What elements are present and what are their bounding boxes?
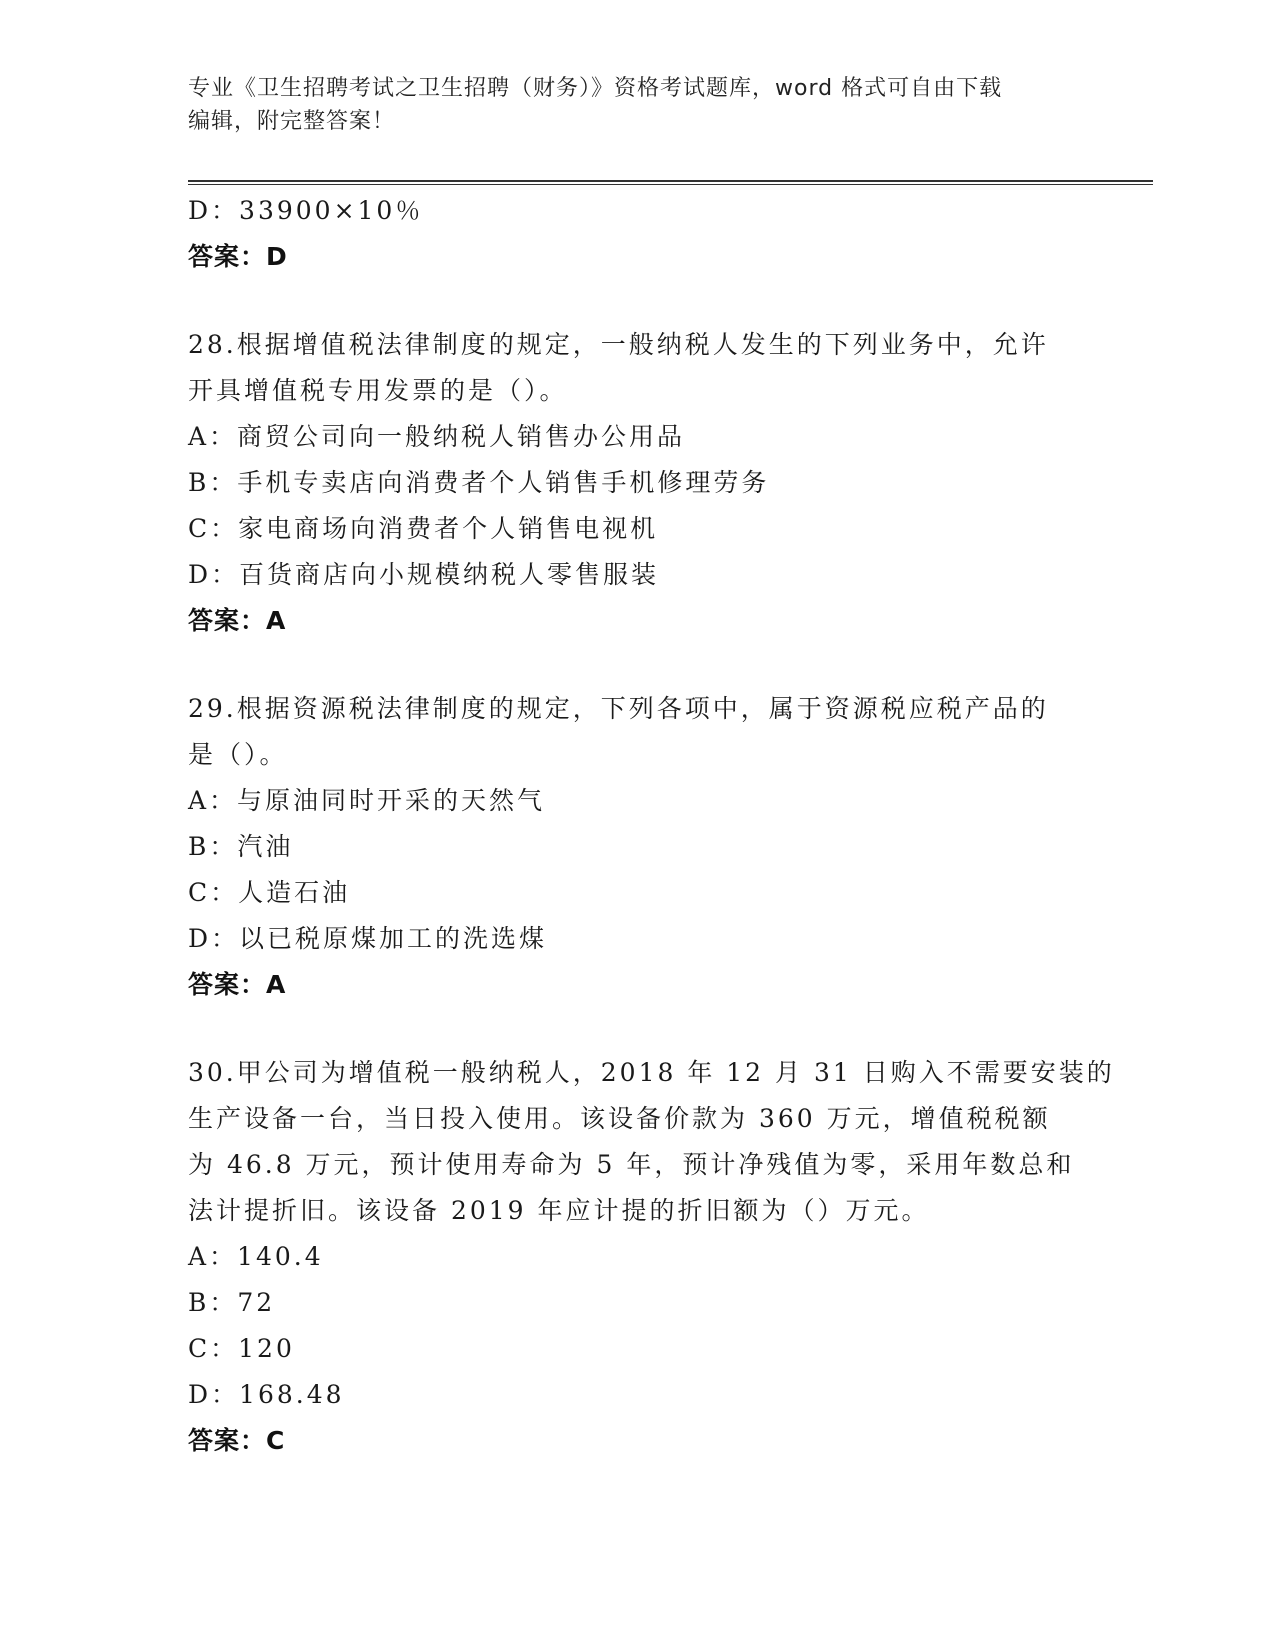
document-header (188, 72, 1068, 138)
question-stem: 开具增值税专用发票的是（）。 (188, 376, 568, 405)
question-stem: 生产设备一台，当日投入使用。该设备价款为 360 万元，增值税税额 (188, 1104, 1051, 1133)
question-stem: 是（）。 (188, 740, 288, 769)
question-stem: 28.根据增值税法律制度的规定，一般纳税人发生的下列业务中，允许 (188, 330, 1049, 359)
option-b: B：手机专卖店向消费者个人销售手机修理劳务 (188, 468, 770, 497)
option-c: C：人造石油 (188, 878, 351, 907)
spacer (188, 1008, 1088, 1050)
answer-line: 答案：D (188, 242, 288, 271)
question-30 (188, 1050, 1115, 1464)
question-stem: 为 46.8 万元，预计使用寿命为 5 年，预计净残值为零，采用年数总和 (188, 1150, 1075, 1179)
option-a: A：商贸公司向一般纳税人销售办公用品 (188, 422, 686, 451)
option-c: C：家电商场向消费者个人销售电视机 (188, 514, 659, 543)
answer-line: 答案：A (188, 606, 287, 635)
question-stem: 30.甲公司为增值税一般纳税人，2018 年 12 月 31 日购入不需要安装的 (188, 1058, 1115, 1087)
option-a: A：与原油同时开采的天然气 (188, 786, 546, 815)
option-c: C：120 (188, 1334, 295, 1363)
option-d: D：33900×10％ (188, 196, 424, 225)
header-line-1: 专业《卫生招聘考试之卫生招聘（财务）》资格考试题库，word 格式可自由下载 (188, 76, 1003, 101)
previous-question-tail (188, 188, 1088, 280)
option-b: B：72 (188, 1288, 276, 1317)
question-content (188, 188, 1115, 1464)
option-a: A：140.4 (188, 1242, 324, 1271)
question-28 (188, 322, 1088, 644)
question-29 (188, 686, 1088, 1008)
header-line-2: 编辑，附完整答案！ (188, 109, 396, 134)
header-rule-thick (188, 180, 1153, 182)
spacer (188, 280, 1088, 322)
spacer (188, 644, 1088, 686)
header-rule-thin (188, 184, 1153, 185)
option-b: B：汽油 (188, 832, 294, 861)
answer-line: 答案：C (188, 1426, 286, 1455)
question-stem: 法计提折旧。该设备 2019 年应计提的折旧额为（）万元。 (188, 1196, 930, 1225)
option-d: D：百货商店向小规模纳税人零售服装 (188, 560, 660, 589)
question-stem: 29.根据资源税法律制度的规定，下列各项中，属于资源税应税产品的 (188, 694, 1049, 723)
option-d: D：168.48 (188, 1380, 345, 1409)
answer-line: 答案：A (188, 970, 287, 999)
option-d: D：以已税原煤加工的洗选煤 (188, 924, 548, 953)
